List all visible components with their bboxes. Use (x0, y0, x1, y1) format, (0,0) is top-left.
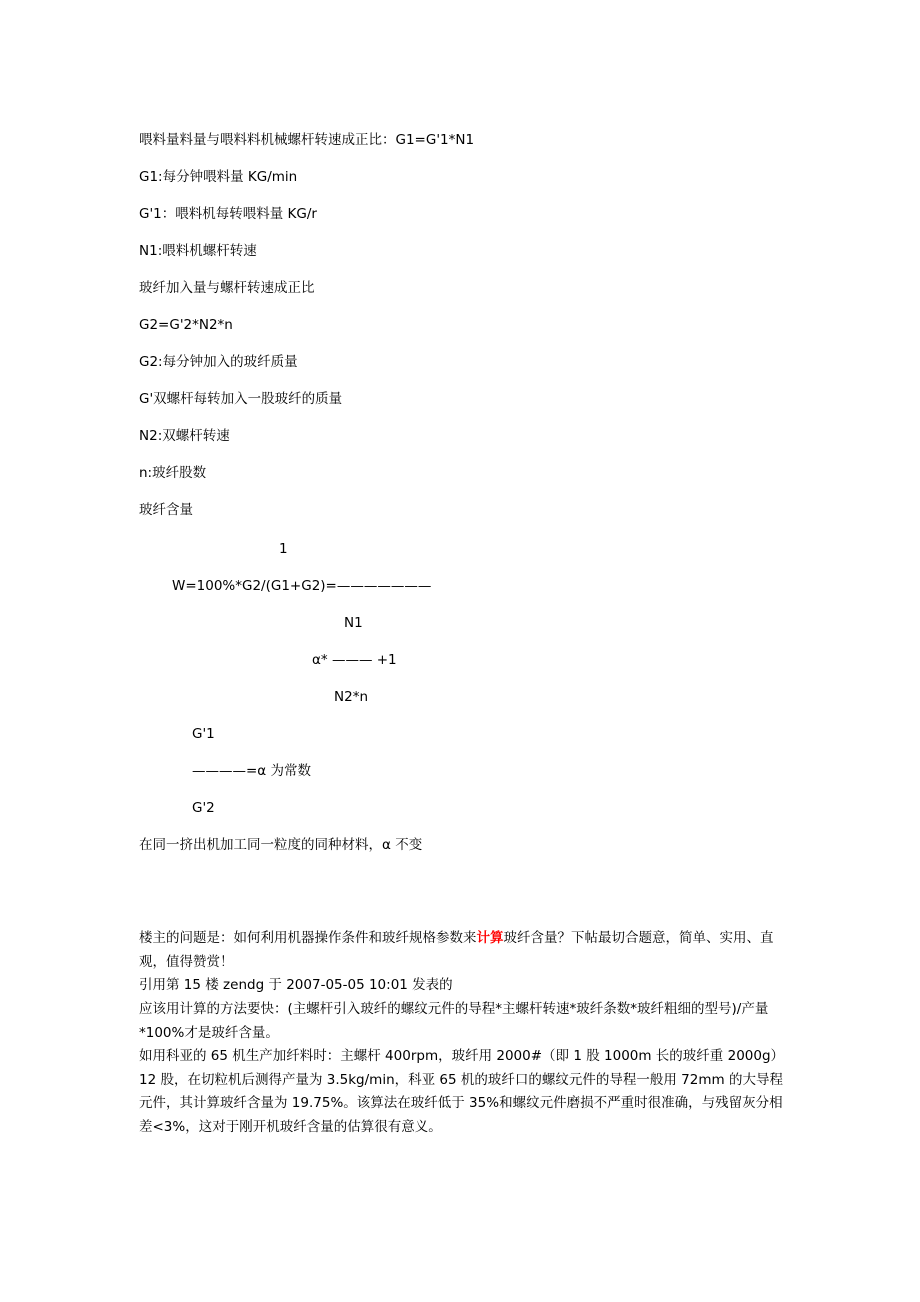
fraction-n2n: N2*n (334, 689, 368, 705)
formula-line-g2-def: G2:每分钟加入的玻纤质量 (139, 354, 298, 370)
method-paragraph: 应该用计算的方法要快：(主螺杆引入玻纤的螺纹元件的导程*主螺杆转速*玻纤条数*玻纤粗细的型号)/产量*100%才是玻纤含量。 (139, 1001, 769, 1041)
fraction-n1: N1 (344, 615, 363, 631)
alpha-def-mid: ————=α 为常数 (192, 763, 312, 779)
formula-line-g2-eq: G2=G'2*N2*n (139, 317, 233, 333)
question-text-before: 楼主的问题是：如何利用机器操作条件和玻纤规格参数来 (139, 930, 477, 946)
alpha-def-top: G'1 (192, 726, 215, 742)
formula-line-glass-rate: 玻纤加入量与螺杆转速成正比 (139, 280, 315, 296)
fraction-lhs: W=100%*G2/(G1+G2)=——————— (172, 578, 432, 594)
formula-line-gprime-def: G'双螺杆每转加入一股玻纤的质量 (139, 391, 343, 407)
formula-line-g1prime-def: G'1：喂料机每转喂料量 KG/r (139, 206, 317, 222)
forum-question (139, 927, 789, 974)
formula-line-n1-def: N1:喂料机螺杆转速 (139, 243, 257, 259)
formula-line-n2-def: N2:双螺杆转速 (139, 428, 230, 444)
conclusion-line: 在同一挤出机加工同一粒度的同种材料，α 不变 (139, 837, 423, 853)
formula-line-feed-rate: 喂料量料量与喂料料机械螺杆转速成正比：G1=G'1*N1 (139, 132, 475, 148)
example-paragraph: 如用科亚的 65 机生产加纤料时：主螺杆 400rpm，玻纤用 2000#（即 1 股 1000m 长的玻纤重 2000g）12 股，在切粒机后测得产量为 3.5kg/min，科亚 65 机的玻纤口的螺纹元件的导程一般用 72mm 的大导程元件，其计算玻纤含量为 19.75%。该算法在玻纤低于 35%和螺纹元件磨损不严重时很准确，与残留灰分相差<3%，这对于刚开机玻纤含量的估算很有意义。 (139, 1048, 785, 1135)
formula-line-n-def: n:玻纤股数 (139, 465, 207, 481)
quote-reference: 引用第 15 楼 zendg 于 2007-05-05 10:01 发表的 (139, 977, 453, 993)
formula-line-g1-def: G1:每分钟喂料量 KG/min (139, 169, 298, 185)
highlight-keyword: 计算 (476, 930, 504, 946)
formula-line-content-label: 玻纤含量 (139, 502, 193, 518)
fraction-numerator: 1 (279, 541, 288, 557)
fraction-alpha-row: α* ——— +1 (312, 652, 397, 668)
alpha-def-bottom: G'2 (192, 800, 215, 816)
question-text-after: 玻纤含量？下帖最切合题意，简单、实用、直观，值得赞赏！ (139, 930, 774, 970)
